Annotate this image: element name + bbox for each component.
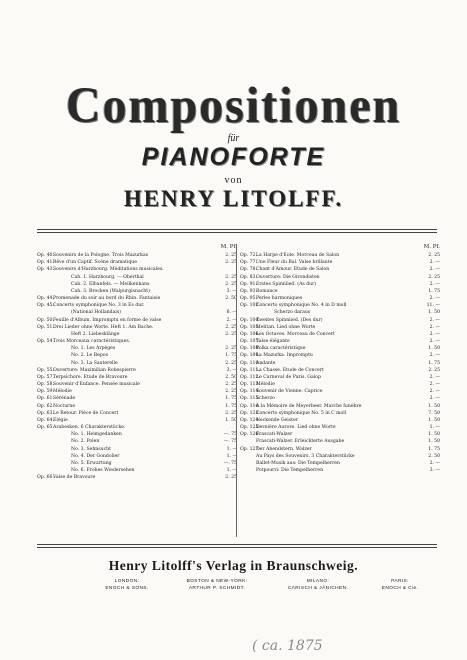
opus-number [37, 331, 53, 338]
top-rule [37, 229, 437, 230]
catalog-entry [37, 331, 237, 338]
price: 1. — [226, 446, 237, 452]
work-title: Zweites Spinnlied. (Des dur) [256, 317, 323, 323]
work-title: Concerto symphonique No. 4 in D moll [256, 303, 347, 309]
catalog-entry [240, 431, 440, 438]
opus-number: Op. 44. [37, 296, 54, 302]
price: 1. 75 [225, 353, 237, 359]
opus-number [37, 274, 53, 281]
work-title: La Chasse. Etude de Concert [256, 367, 324, 373]
opus-number [240, 438, 256, 445]
catalog-entry [37, 266, 237, 273]
price: 1. 50 [428, 432, 440, 438]
work-title: No. 1. Les Arpèges [71, 346, 116, 352]
price: 2. 25 [225, 274, 237, 280]
catalog-entry [240, 317, 440, 324]
work-title: Au Pays des Souvenirs. 3 Charakterstücke [256, 453, 355, 459]
catalog-entry [240, 324, 440, 331]
price: 1. — [226, 453, 237, 459]
opus-number [240, 460, 256, 467]
catalog-entry [37, 367, 237, 374]
von-label: von [224, 175, 243, 186]
work-title: Une Fleur du Bal. Valse brillante [256, 260, 333, 266]
opus-number: Op. 41. [37, 260, 54, 266]
work-title: Souvenir de Vienne. Caprice [256, 389, 323, 395]
price [221, 424, 237, 431]
price: 2. 25 [428, 253, 440, 258]
price: 3. — [226, 288, 237, 294]
price [221, 266, 237, 273]
opus-number: Op. 126. [240, 432, 260, 438]
opus-number: Op. 127. [240, 446, 260, 452]
catalog-entry [240, 438, 440, 445]
catalog-entry [240, 410, 440, 417]
price: 1. — [429, 425, 440, 431]
work-title: No. 6. Frohes Wiedersehen [71, 468, 135, 474]
opus-number: Op. 95. [240, 296, 257, 302]
work-title: No. 2. Polen [71, 439, 100, 445]
opus-number: Op. 105. [240, 324, 260, 330]
opus-number: Op. 93. [240, 288, 257, 294]
work-title: Chant d'Amour. Etude de Salon [256, 267, 330, 273]
work-title: Arabesken. 6 Charakterstücke. [53, 425, 126, 431]
opus-number: Op. 77. [240, 260, 257, 266]
price: 1. 50 [428, 310, 440, 316]
work-title: Der Abendstern. Walzer [256, 446, 312, 452]
work-title: Perles harmoniques [256, 296, 303, 302]
opus-number: Op. 57. [37, 374, 54, 380]
price: 2. — [226, 317, 237, 323]
opus-number: Op. 40. [37, 253, 54, 258]
work-title: Dernière Aurore. Lied ohne Worte [256, 425, 336, 431]
work-title: Les Octaves. Morceau de Concert [256, 331, 335, 337]
work-title: Ouverture: Maximilian Robespierre [53, 367, 136, 373]
work-title: Heft 2. Liebesklänge [71, 331, 120, 337]
work-title: Valse élégante [256, 339, 290, 345]
work-title: No. 3. La Sauterelle [71, 360, 118, 366]
agent-city: BOSTON & NEW-YORK: [186, 579, 248, 584]
work-title: Terpsichore. Etude de Bravoure [53, 374, 128, 380]
work-title: No. 5. Erwartung [71, 460, 112, 466]
price: 2. 50 [225, 374, 237, 380]
catalog-entry [240, 460, 440, 467]
mpf-header-right: M. Pf. [423, 244, 440, 250]
catalog-entry [37, 388, 237, 395]
opus-number: Op. 62. [37, 403, 54, 409]
price: 7. 50 [428, 410, 440, 416]
work-title: La Mazurka. Impromptu [256, 353, 313, 359]
price: 2. 25 [225, 475, 237, 481]
work-title: Cah. 2. Elbanfels. — Meilkenhans [71, 281, 150, 287]
agent-firm: ENOCH & SONS. [105, 586, 149, 591]
catalog-entry [37, 460, 237, 467]
price: 1. 50 [428, 346, 440, 352]
agent-firm: CARISCH & JÄNICHEN. [287, 586, 349, 591]
catalog-entry [37, 302, 237, 309]
catalog-entry [37, 295, 237, 302]
opus-number: Op. 43. [37, 267, 54, 273]
work-title: Elégie [53, 417, 68, 423]
catalog-entry [37, 317, 237, 324]
bottom-rule-thin [37, 547, 437, 548]
catalog-entry [37, 274, 237, 281]
price: 1. 50 [428, 417, 440, 423]
price [221, 338, 237, 345]
price: 1. 75 [225, 396, 237, 402]
price: 2. 25 [225, 324, 237, 330]
opus-number: Op. 113. [240, 382, 260, 388]
opus-number: Op. 45. [37, 303, 54, 309]
price: 1. — [226, 468, 237, 474]
opus-number: Op. 106. [240, 331, 260, 337]
work-title: Frascati-Walzer. Erleichterte Ausgabe [256, 439, 345, 445]
work-title: Rêve d'un Captif. Scène dramatique [53, 260, 137, 266]
work-title: Concerto symphonique No. 3 in Es dur. [53, 303, 145, 309]
work-title: Andante [256, 360, 276, 366]
work-title: A la Mémoire de Meyerbeer. Marche funèbre [256, 403, 362, 409]
price: 2. 25 [225, 382, 237, 388]
catalog-entry [37, 467, 237, 474]
price: 2. 50 [225, 296, 237, 302]
opus-number [37, 360, 53, 367]
opus-number [37, 288, 53, 295]
price: 3. — [429, 468, 440, 474]
price: 2. 25 [225, 281, 237, 287]
opus-number: Op. 112. [240, 374, 260, 380]
price: 2. 25 [225, 260, 237, 266]
catalog-entry [37, 431, 237, 438]
price: 1. 75 [428, 288, 440, 294]
agent-london [92, 578, 162, 592]
catalog-entry [37, 352, 237, 359]
price [221, 302, 237, 309]
work-title: Souvenirs de la Pologne. Trois Mazurkas [53, 253, 149, 258]
catalog-entry [37, 453, 237, 460]
work-title: Romance [256, 288, 278, 294]
agent-city: LONDON: [114, 579, 140, 584]
catalog-entry [37, 324, 237, 331]
catalog-entry [240, 288, 440, 295]
work-title: Le Carneval de Paris. Galop [256, 374, 321, 380]
work-title: Drei Lieder ohne Worte. Heft 1. Am Bache. [53, 324, 154, 330]
price: —. 75 [223, 432, 237, 438]
catalog-entry [37, 410, 237, 417]
instrument-heading: PIANOFORTE [141, 143, 326, 171]
work-title: Promenade du soir au bord du Rhin. Fantaisie [53, 296, 161, 302]
opus-number: Op. 72. [240, 253, 257, 258]
price: 2. — [429, 382, 440, 388]
catalog-entry [240, 374, 440, 381]
opus-number [240, 309, 256, 316]
mpf-header-left: M. Pf. [220, 244, 237, 250]
catalog-entry [37, 438, 237, 445]
opus-number [37, 446, 53, 453]
catalog-entry [37, 381, 237, 388]
catalog-entry [240, 360, 440, 367]
price: 1. 75 [428, 360, 440, 366]
catalog-entry [240, 338, 440, 345]
price: 2. — [429, 389, 440, 395]
catalog-left-column [37, 244, 237, 482]
agent-boston [172, 578, 262, 592]
price: 3. — [226, 367, 237, 373]
catalog-entry [240, 352, 440, 359]
work-title: Le Retour. Pièce de Concert [53, 410, 119, 416]
opus-number: Op. 125. [240, 425, 260, 431]
price: 1. 75 [428, 446, 440, 452]
opus-number: Op. 58. [37, 382, 54, 388]
opus-number: Op. 116. [240, 403, 260, 409]
opus-number: Op. 78. [240, 267, 257, 273]
agent-city: MILANO: [306, 579, 330, 584]
catalog-entry [240, 259, 440, 266]
catalog-entry [240, 446, 440, 453]
catalog-entry [240, 274, 440, 281]
price: 2. 25 [225, 346, 237, 352]
work-title: Neckende Geister [256, 417, 298, 423]
work-title: Valse de Bravoure [53, 475, 96, 481]
catalog-entry [240, 367, 440, 374]
fur-label: für [227, 133, 240, 144]
opus-number: Op. 91. [240, 281, 257, 287]
opus-number: Op. 51. [37, 324, 54, 330]
catalog-entry [240, 309, 440, 316]
catalog-entry [37, 288, 237, 295]
opus-number [37, 453, 53, 460]
catalog-entry [240, 331, 440, 338]
catalog-entry [37, 474, 237, 481]
work-title: Cah. 3. Brocken (Walpurgisnacht) [71, 288, 150, 294]
catalog-entry [240, 266, 440, 273]
publisher-name: Henry Litolff's Verlag in Braunschweig. [108, 558, 359, 573]
price: 2. — [429, 324, 440, 330]
price: 1. 50 [225, 417, 237, 423]
opus-number: Op. 109. [240, 353, 260, 359]
work-title: No. 1. Heimgedanken [71, 432, 122, 438]
composer-name: HENRY LITOLFF. [123, 186, 344, 211]
catalog-entry [37, 259, 237, 266]
catalog-entry [37, 403, 237, 410]
catalog-entry [240, 395, 440, 402]
work-title: Trois Morceaux caractéristiques. [53, 339, 131, 345]
price: 2. — [429, 396, 440, 402]
opus-number [37, 460, 53, 467]
price: —. 75 [223, 460, 237, 466]
price: 11. — [426, 303, 440, 309]
work-title: Erstes Spinnlied. (As dur) [256, 281, 317, 287]
work-title: No. 3. Sehnsucht [71, 446, 111, 452]
opus-number: Op. 61. [37, 396, 54, 402]
opus-number: Op. 123. [240, 410, 260, 416]
price: 2. — [429, 339, 440, 345]
work-title: No. 4. Der Gondolier [71, 453, 120, 459]
catalog-entry [37, 345, 237, 352]
catalog-entry [240, 424, 440, 431]
opus-number [240, 467, 256, 474]
catalog-entry [37, 374, 237, 381]
opus-number: Op. 66. [37, 475, 54, 481]
catalog-entry [240, 381, 440, 388]
opus-number: Op. 115. [240, 396, 260, 402]
column-divider [236, 244, 237, 537]
catalog-entry [240, 302, 440, 309]
opus-number: Op. 54. [37, 339, 54, 345]
catalog-entry [240, 453, 440, 460]
work-title: No. 2. Le Repos [71, 353, 108, 359]
work-title: Concerto symphonique No. 5 in C moll [256, 410, 347, 416]
catalog-entry [37, 446, 237, 453]
price: 2. 25 [428, 367, 440, 373]
catalog-entry [37, 360, 237, 367]
agent-city: PARIS: [391, 579, 409, 584]
work-title: Cah. 1. Harzbourg. — Oberthal [71, 274, 144, 280]
price: 2. — [429, 374, 440, 380]
opus-number: Op. 65. [37, 425, 54, 431]
opus-number [37, 352, 53, 359]
price: 1. 50 [428, 403, 440, 409]
opus-number [240, 453, 256, 460]
catalog-entry [37, 252, 237, 259]
opus-number: Op. 50. [37, 317, 54, 323]
price: —. 75 [223, 439, 237, 445]
work-title: La Harpe d'Eole. Morceau de Salon [256, 253, 340, 258]
catalog-entry [37, 417, 237, 424]
work-title: Frascati-Walzer [256, 432, 293, 438]
price: 2. — [429, 331, 440, 337]
work-title: Ballet-Musik aus: Die Tempelherren [256, 460, 340, 466]
work-title: Scherzo daraus [274, 310, 311, 316]
catalog-entry [240, 281, 440, 288]
opus-number: Op. 107. [240, 339, 260, 345]
work-title: Scherzo [256, 396, 275, 402]
opus-number: Op. 63. [37, 410, 54, 416]
price: 2. 25 [225, 331, 237, 337]
price: 2. — [429, 460, 440, 466]
opus-number: Op. 83. [240, 274, 257, 280]
opus-number: Op. 102. [240, 303, 260, 309]
opus-number: Op. 104. [240, 317, 260, 323]
catalog-entry [240, 417, 440, 424]
work-title: Potpourri: Die Tempelherren [256, 468, 324, 474]
page-title: Compositionen [65, 77, 402, 134]
agent-milano [278, 578, 358, 592]
work-title: Souvenir d'Enfance. Pensée musicale [53, 382, 140, 388]
opus-number: Op. 110. [240, 360, 260, 366]
opus-number [37, 438, 53, 445]
price: 2. 25 [225, 389, 237, 395]
catalog-entry [37, 338, 237, 345]
price: 6. — [226, 310, 237, 316]
agent-firm: ARTHUR P. SCHMIDT. [188, 586, 246, 591]
catalog-right-column [240, 244, 440, 474]
price: 2. — [429, 267, 440, 273]
work-title: (National Hollandais) [71, 310, 121, 316]
opus-number: Op. 124. [240, 417, 260, 423]
work-title: Sérénade [53, 396, 76, 402]
work-title: Melitan. Lied ohne Worte [256, 324, 316, 330]
catalog-entry [240, 403, 440, 410]
agent-paris [370, 578, 430, 592]
catalog-entry [240, 295, 440, 302]
catalog-entry [240, 467, 440, 474]
catalog-entry [240, 345, 440, 352]
bottom-rule [37, 544, 437, 545]
price: 2. — [429, 317, 440, 323]
price: 2. — [429, 353, 440, 359]
work-title: Polka caractéristique [256, 346, 306, 352]
opus-number: Op. 59. [37, 389, 54, 395]
opus-number [37, 281, 53, 288]
catalog-entry [240, 252, 440, 259]
work-title: Ouverture: Die Girondisten [256, 274, 320, 280]
work-title: Souvenirs d'Harzbourg. Méditations musicales. [53, 267, 164, 273]
opus-number [37, 345, 53, 352]
price: 2. — [429, 281, 440, 287]
price: 2. 25 [225, 410, 237, 416]
price: 1. 75 [225, 403, 237, 409]
catalog-entry [37, 309, 237, 316]
agent-firm: ENOCH & Cie. [381, 586, 419, 591]
opus-number [37, 431, 53, 438]
opus-number: Op. 114. [240, 389, 260, 395]
work-title: Mélodie [256, 382, 275, 388]
opus-number: Op. 55. [37, 367, 54, 373]
price: 1. 50 [428, 439, 440, 445]
catalog-entry [37, 424, 237, 431]
opus-number: Op. 64. [37, 417, 54, 423]
handwritten-date-annotation: ( ca. 1875 [252, 638, 323, 654]
opus-number: Op. 111. [240, 367, 260, 373]
price: 2. 25 [225, 253, 237, 258]
catalog-entry [240, 388, 440, 395]
catalog-entry [37, 281, 237, 288]
price: 2. — [429, 296, 440, 302]
catalog-entry [37, 395, 237, 402]
price: 2. 25 [428, 274, 440, 280]
top-rule-thin [37, 232, 437, 233]
work-title: Feuille d'Album. Impromptu en forme de valse [53, 317, 162, 323]
work-title: Mélodie [53, 389, 72, 395]
price: 2. 25 [225, 360, 237, 366]
opus-number [37, 467, 53, 474]
price: 2. 50 [428, 453, 440, 459]
work-title: Nocturne [53, 403, 76, 409]
price: 2. — [429, 260, 440, 266]
opus-number [37, 309, 53, 316]
opus-number: Op. 108. [240, 346, 260, 352]
